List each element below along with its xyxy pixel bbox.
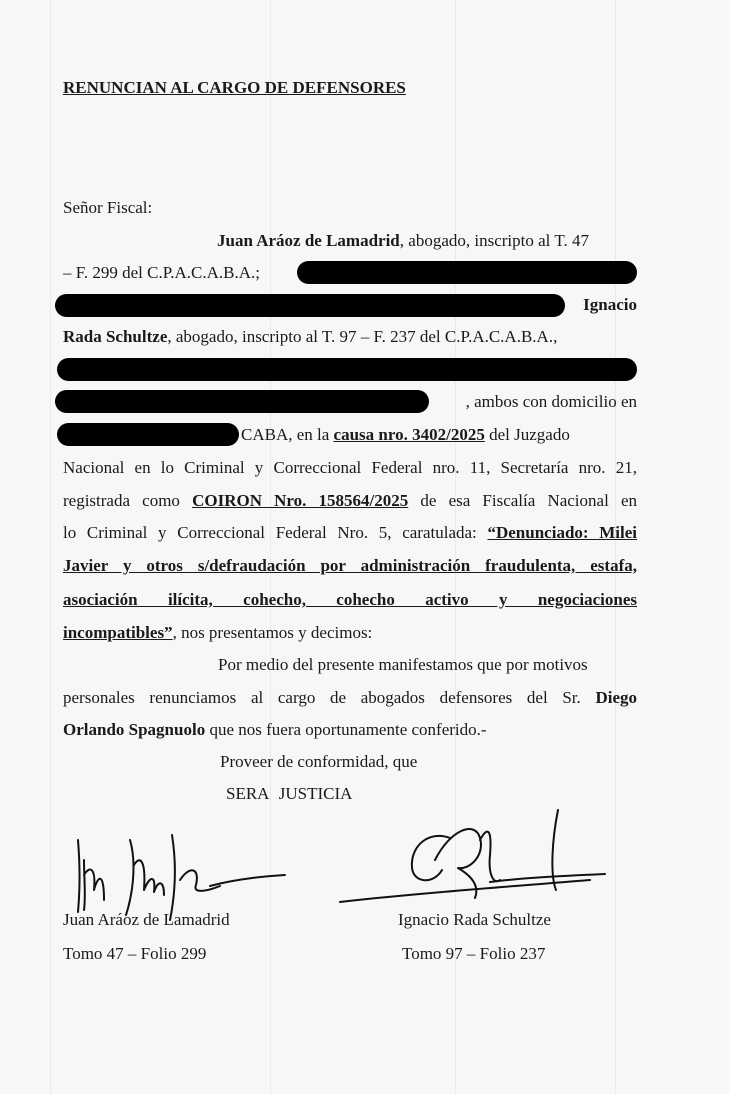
client-name: Diego <box>595 688 638 707</box>
case-caption: Javier y otros s/defraudación por administración fraudulenta, estafa, <box>63 556 637 575</box>
text: SERA JUSTICIA <box>226 784 353 803</box>
text: , abogado, inscripto al T. 97 – F. 237 del C.P.A.C.A.B.A., <box>167 327 558 346</box>
closing-line <box>63 750 637 774</box>
paragraph-line <box>63 423 637 447</box>
paragraph-line: Nacional en lo Criminal y Correccional Federal nro. 11, Secretaría nro. 21, <box>63 458 637 477</box>
paragraph-line <box>63 293 637 317</box>
case-number: causa nro. 3402/2025 <box>333 425 485 444</box>
signature-ignacio-rada <box>330 800 620 915</box>
text: que nos fuera oportunamente conferido.- <box>209 720 487 739</box>
redaction <box>297 261 637 284</box>
paragraph-line <box>63 229 637 253</box>
text: del Juzgado <box>489 425 570 444</box>
text <box>241 423 570 447</box>
salutation: Señor Fiscal: <box>63 198 153 217</box>
paragraph-line <box>63 653 637 677</box>
signature-name: Juan Aráoz de Lamadrid <box>63 910 230 929</box>
coiron-number: COIRON Nro. 158564/2025 <box>192 491 409 510</box>
paragraph-line <box>63 521 637 545</box>
lawyer-name: Juan Aráoz de Lamadrid <box>217 231 400 250</box>
paragraph-line <box>63 718 637 742</box>
text: CABA, en la <box>241 425 330 444</box>
text: Por medio del presente manifestamos que por motivos <box>218 655 588 674</box>
text: de esa Fiscalía Nacional en <box>420 491 637 510</box>
paragraph-line <box>63 489 637 513</box>
signature-name: Ignacio Rada Schultze <box>398 910 551 929</box>
case-caption: asociación ilícita, cohecho, cohecho activo y negociaciones <box>63 590 637 609</box>
text: , nos presentamos y decimos: <box>172 623 373 642</box>
text: , ambos con domicilio en <box>465 392 637 411</box>
text: lo Criminal y Correccional Federal Nro. 5, caratulada: <box>63 523 477 542</box>
lawyer-name: Ignacio <box>583 295 637 314</box>
redaction <box>55 294 565 317</box>
text: personales renunciamos al cargo de abogados defensores del Sr. <box>63 688 581 707</box>
paragraph-line <box>63 621 637 645</box>
paragraph-line <box>63 390 637 414</box>
text: , abogado, inscripto al T. 47 <box>399 231 589 250</box>
document-title: RENUNCIAN AL CARGO DE DEFENSORES <box>63 78 406 97</box>
client-name: Orlando Spagnuolo <box>63 720 206 739</box>
redaction <box>55 390 429 413</box>
redaction <box>57 358 637 381</box>
signature-tomo: Tomo 97 – Folio 237 <box>402 944 546 963</box>
paragraph-line <box>63 261 637 285</box>
paragraph-line <box>63 325 637 349</box>
paragraph-line <box>63 686 637 710</box>
lawyer-name: Rada Schultze <box>63 327 168 346</box>
text: registrada como <box>63 491 180 510</box>
redaction <box>57 423 239 446</box>
scan-fold <box>50 0 51 1094</box>
scan-fold <box>615 0 616 1094</box>
text: Proveer de conformidad, que <box>220 752 418 771</box>
case-caption: incompatibles” <box>63 623 173 642</box>
text: – F. 299 del C.P.A.C.A.B.A.; <box>63 263 261 282</box>
case-caption: “Denunciado: Milei <box>487 523 638 542</box>
paragraph-line <box>63 358 637 382</box>
signature-tomo: Tomo 47 – Folio 299 <box>63 944 207 963</box>
